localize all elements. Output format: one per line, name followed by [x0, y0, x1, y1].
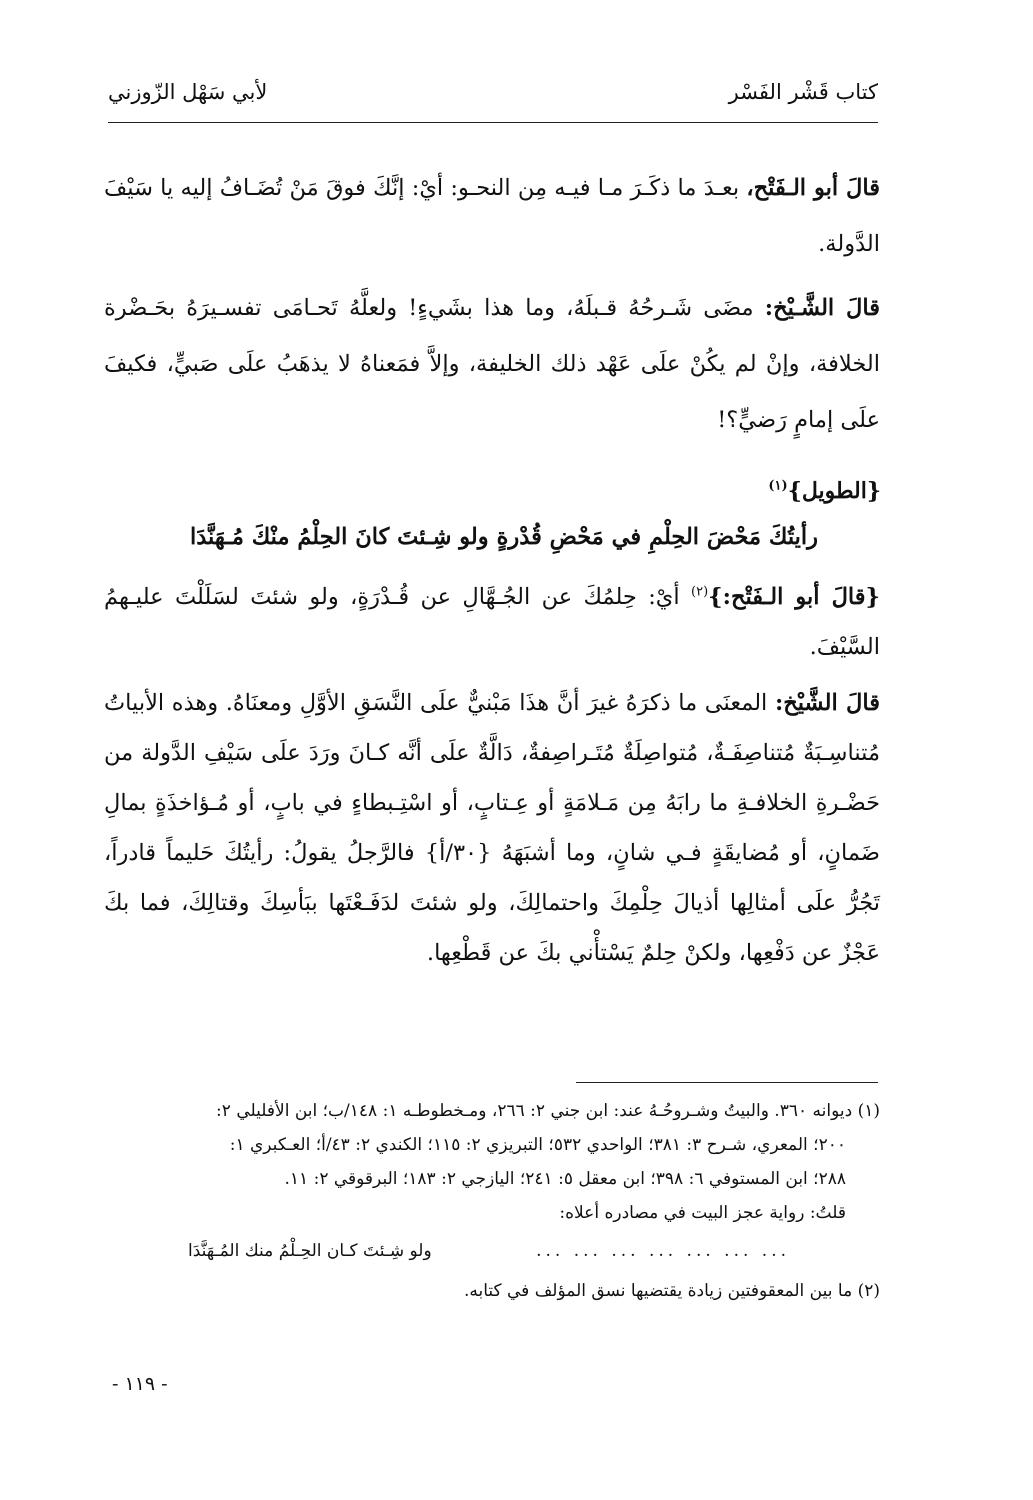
footnote-ref: (٢) — [691, 584, 709, 600]
footnote-divider — [576, 1082, 878, 1083]
paragraph-text: المعنَى ما ذكرَهُ غيرَ أنَّ هذَا مَبْنيٌّ علَى النَّسَقِ الأوَّلِ ومعنَاهُ. وهذه الأبياتُ مُتناسِـبَةٌ مُتناصِفَـةٌ، مُتواصِلَةٌ مُتَـراصِفةٌ، دَالَّةٌ علَى أنَّه كـانَ ورَدَ علَى سَيْفِ الدَّولة من حَضْـرةِ الخلافـةِ ما رابَهُ مِن مَـلامَةٍ أو عِـتابٍ، أو اسْتِـبطاءٍ في بابٍ، أو مُـؤاخذَةٍ بمالِ ضَمانٍ، أو مُضايقَةٍ فـي شانٍ، وما أشبَهَهُ {٣٠/أ} فالرَّجلُ يقولُ: رأيتُكَ حَليماً قادراً، تَجُرُّ علَى أمثالِها أذيالَ حِلْمِكَ واحتمالِكَ، ولو شئتَ لدَفَـعْتَها ببَأسِكَ وقتالِكَ، فما بكَ عَجْزٌ عن دَفْعِها، ولكنْ حِلمٌ يَسْتأْني بكَ عن قَطْعِها. — [104, 690, 880, 966]
footnote-1-line: ٢٠٠؛ المعري، شـرح ٣: ٣٨١؛ الواحدي ٥٣٢؛ التبريزي ٢: ١١٥؛ الكندي ٢: ٤٣/أ؛ العـكبري ١: — [229, 1135, 846, 1155]
paragraph-text: بعـدَ ما ذكَـرَ مـا فيـه مِن النحـو: أيْ: إنَّكَ فوقَ مَنْ تُضَـافُ إليه يا سَيْفَ الدَّولة. — [104, 175, 880, 257]
header-divider — [108, 122, 878, 123]
poetic-meter — [768, 478, 881, 504]
paragraph-text: مضَى شَـرحُهُ قـبلَهُ، وما هذا بشَيءٍ! ولعلَّهُ تَحـامَى تفسـيرَهُ بحَـضْرة الخلافة، وإنْ لم يكُنْ علَى عَهْد ذلك الخليفة، وإلاَّ فمَعناهُ لا يذهَبُ علَى صَبيٍّ، فكيفَ علَى إمامٍ رَضيٍّ؟! — [104, 295, 880, 433]
poem-verse — [190, 524, 818, 574]
paragraph-abu-alfath-2 — [104, 572, 880, 672]
main-text-section-2 — [104, 572, 880, 672]
book-title: كتاب قَشْر الفَسْر — [728, 80, 878, 104]
running-header — [108, 80, 878, 122]
verse-second-hemistich: ولو شِـئتَ كانَ الحِلْمُ منْكَ مُـهَنَّدَا — [190, 524, 489, 550]
verse-first-hemistich: رأيتُكَ مَحْضَ الحِلْمِ في مَحْضِ قُدْرةٍ — [496, 524, 818, 550]
footnotes — [108, 1094, 880, 1308]
paragraph-abu-alfath — [104, 160, 880, 272]
author-name: لأبي سَهْل الزّوزني — [108, 80, 268, 104]
speaker-label: قالَ الشَّـيْخ: — [764, 295, 881, 321]
main-text-section-3 — [104, 678, 880, 978]
footnote-1-line: (١) ديوانه ٣٦٠. والبيتُ وشـروحُـهُ عند: ابن جني ٢: ٢٦٦، ومـخطوطـه ١: ١٤٨/ب؛ ابن الأفليلي ٢: — [216, 1101, 880, 1121]
footnote-verse — [108, 1234, 880, 1274]
page-number: - ١١٩ - — [112, 1373, 168, 1395]
footnote-2: (٢) ما بين المعقوفتين زيادة يقتضيها نسق المؤلف في كتابه. — [463, 1281, 880, 1301]
footnote-verse-text: ولو شِـئتَ كـان الحِـلْمُ منك المُـهَنَّدَا — [188, 1241, 432, 1261]
speaker-label: قالَ الشَّيْخ: — [774, 690, 880, 716]
main-text-section-1 — [104, 160, 880, 448]
meter-label: {الطويل} — [787, 478, 881, 504]
footnote-1-line: ٢٨٨؛ ابن المستوفي ٦: ٣٩٨؛ ابن معقل ٥: ٢٤١؛ اليازجي ٢: ١٨٣؛ البرقوقي ٢: ١١. — [284, 1169, 846, 1189]
speaker-label: {قالَ أبو الـفَتْح:} — [708, 584, 881, 610]
paragraph-alshaykh-2 — [104, 678, 880, 978]
speaker-label: قالَ أبو الـفَتْح، — [746, 175, 880, 201]
footnote-ref: (١) — [768, 478, 788, 494]
paragraph-text: أيْ: حِلمُكَ عن الجُـهَّالِ عن قُـدْرَةٍ، ولو شئتَ لسَلَلْتَ عليـهمُ السَّيْفَ. — [104, 584, 880, 660]
footnote-1-note: قلتُ: رواية عجز البيت في مصادره أعلاه: — [559, 1203, 846, 1223]
paragraph-alshaykh — [104, 280, 880, 448]
footnote-verse-ellipsis: ... ... ... ... ... ... ... — [536, 1241, 790, 1261]
